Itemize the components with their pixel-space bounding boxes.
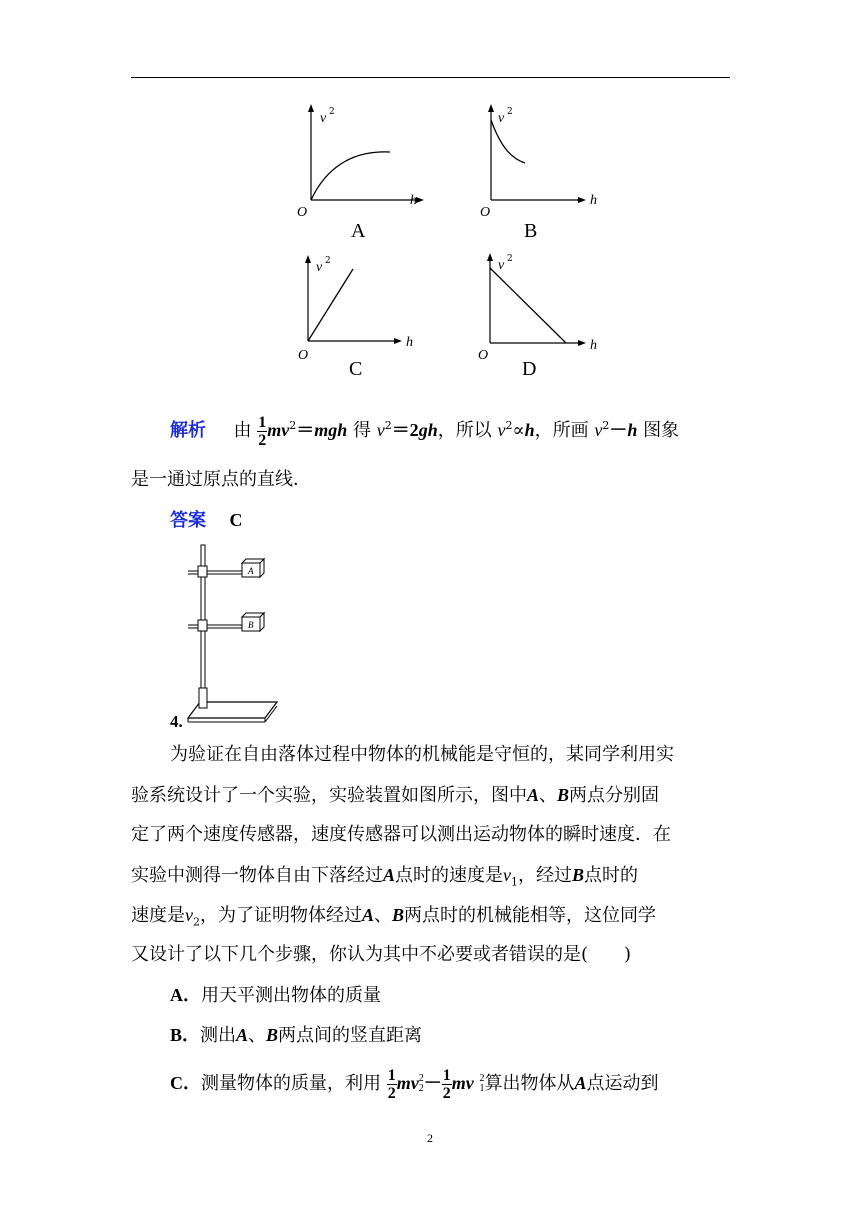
graph-c [290,243,430,373]
y-axis-label: v [498,258,505,273]
apparatus-figure [170,540,290,730]
q4-line-4: 实验中测得一物体自由下落经过A点时的速度是$v_1$，经过B点时的 [131,865,639,889]
graph-d [470,243,610,373]
origin-label: O [480,205,491,220]
graph-d-label: D [522,358,537,380]
sensor-a-label: A [248,566,254,576]
sensor-b-label: B [248,620,254,630]
answer-line [170,506,242,535]
option-a: A．用天平测出物体的质量 [170,985,381,1006]
y-axis-label: v [316,260,323,275]
y-axis-label: v [320,111,327,126]
answer-value: C [229,510,243,530]
x-axis-label: h [590,338,597,353]
option-c: C．测量物体的质量，利用 $\frac{1}{2}$ mv 2 2 － $\frac{1}{2}$ mv 2 1 算出物体从A点运动到 [170,1066,659,1102]
analysis-tag: 解析 [170,420,206,441]
analysis-line-2: 是一通过原点的直线． [131,469,311,490]
x-axis-label: h [406,335,413,350]
q4-line-2: 验系统设计了一个实验，实验装置如图所示，图中A、B两点分别固 [131,785,660,806]
q4-line-6: 又设计了以下几个步骤，你认为其中不必要或者错误的是( ) [131,944,632,965]
graph-b-label: B [524,220,538,242]
x-axis-label: h [590,193,597,208]
svg-text:2: 2 [325,256,331,266]
svg-text:2: 2 [329,107,335,117]
graph-b [470,100,610,230]
origin-label: O [297,205,308,220]
q4-line-1: 为验证在自由落体过程中物体的机械能是守恒的，某同学利用实 [170,744,674,765]
question-number: 4. [170,712,183,731]
fraction-half: $\frac{1}{2}$ [258,413,267,449]
svg-text:2: 2 [507,254,513,264]
y-axis-label: v [498,111,505,126]
header-rule [131,77,730,78]
svg-text:2: 2 [507,107,513,117]
q4-line-5: 速度是$v_2$，为了证明物体经过A、B两点时的机械能相等，这位同学 [131,905,657,929]
graph-a-label: A [351,220,366,242]
origin-label: O [298,348,309,363]
origin-label: O [478,348,489,363]
q4-line-3: 定了两个速度传感器，速度传感器可以测出运动物体的瞬时速度．在 [131,824,671,845]
graph-c-label: C [349,358,363,380]
analysis-line-1: 解析 由 $\frac{1}{2}$ $mv^2=mgh$ 得 $v^2=2gh$，所以 $v^2\propto h$，所画 $v^2-h$ 图象 [170,413,680,449]
graph-a [290,100,430,230]
x-axis-label: h [410,193,417,208]
page-number: 2 [427,1131,433,1145]
option-b: B．测出A、B两点间的竖直距离 [170,1025,423,1046]
answer-tag: 答案 [170,510,206,531]
